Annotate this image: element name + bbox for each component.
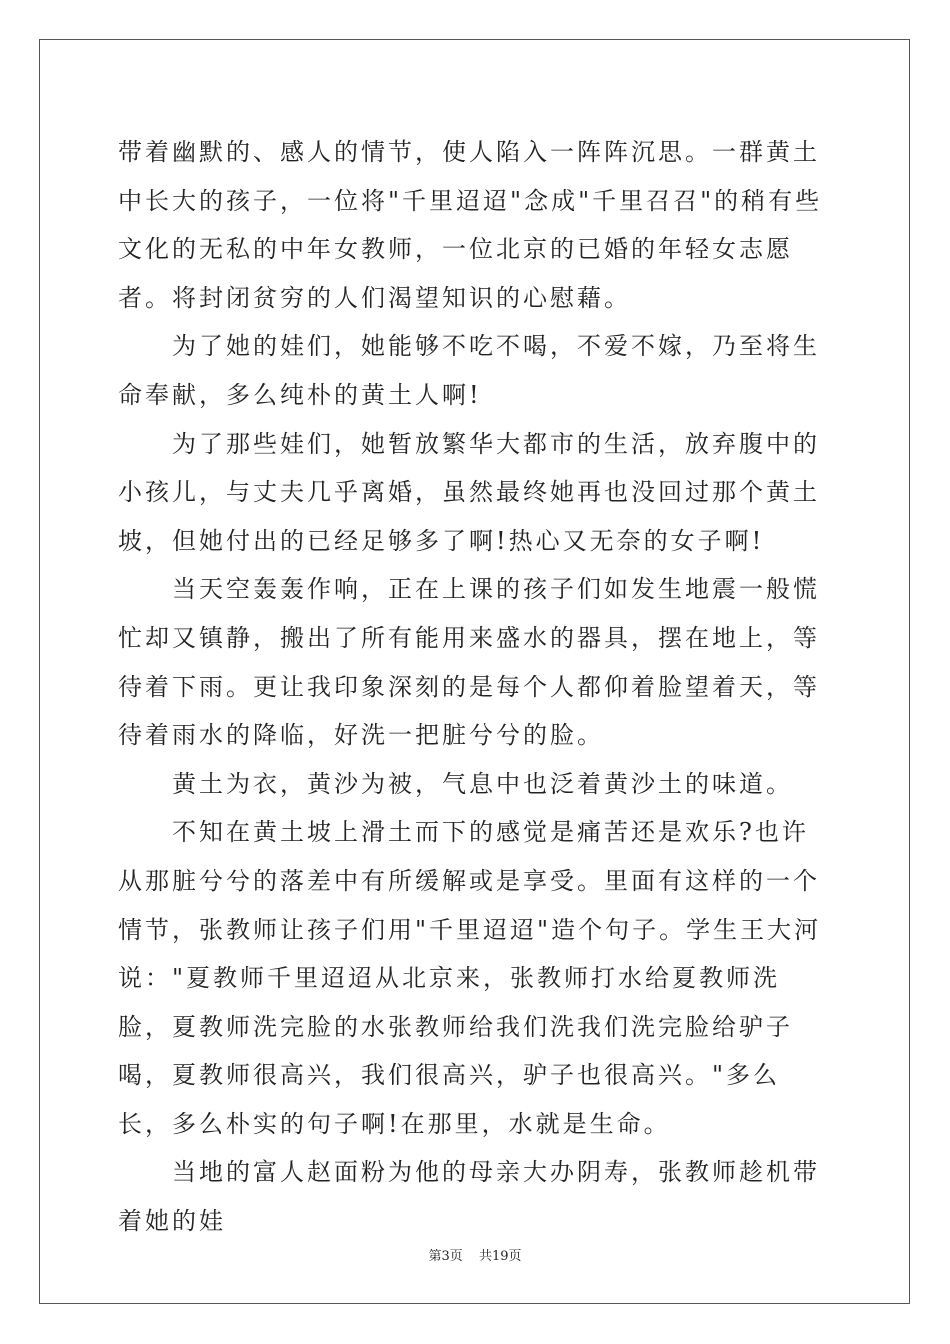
paragraph-5: 黄土为衣，黄沙为被，气息中也泛着黄沙土的味道。 xyxy=(172,769,793,798)
page-total: 共19页 xyxy=(478,1249,522,1264)
paragraph-2: 为了她的娃们，她能够不吃不喝，不爱不嫁，乃至将生命奉献，多么纯朴的黄土人啊! xyxy=(118,332,820,409)
paragraph-7: 当地的富人赵面粉为他的母亲大办阴寿，张教师趁机带着她的娃 xyxy=(118,1158,820,1236)
document-body xyxy=(118,128,834,1246)
page-number: 第3页 xyxy=(428,1249,463,1264)
paragraph-3: 为了那些娃们，她暂放繁华大都市的生活，放弃腹中的小孩儿，与丈夫几乎离婚，虽然最终她再也没回过那个黄土坡，但她付出的已经足够多了啊!热心又无奈的女子啊! xyxy=(118,429,820,555)
paragraph-6: 不知在黄土坡上滑土而下的感觉是痛苦还是欢乐?也许从那脏兮兮的落差中有所缓解或是享受。里面有这样的一个情节，张教师让孩子们用"千里迢迢"造个句子。学生王大河说："夏教师千里迢迢从北京来，张教师打水给夏教师洗脸，夏教师洗完脸的水张教师给我们洗我们洗完脸给驴子喝，夏教师很高兴，我们很高兴，驴子也很高兴。"多么长，多么朴实的句子啊!在那里，水就是生命。 xyxy=(118,818,822,1138)
paragraph-4: 当天空轰轰作响，正在上课的孩子们如发生地震一般慌忙却又镇静，搬出了所有能用来盛水的器具，摆在地上，等待着下雨。更让我印象深刻的是每个人都仰着脸望着天，等待着雨水的降临，好洗一把脏兮兮的脸。 xyxy=(118,575,820,750)
paragraph-1: 带着幽默的、感人的情节，使人陷入一阵阵沉思。一群黄土中长大的孩子，一位将"千里迢迢"念成"千里召召"的稍有些文化的无私的中年女教师，一位北京的已婚的年轻女志愿者。将封闭贫穷的人们渴望知识的心慰藉。 xyxy=(118,138,823,312)
page-footer xyxy=(0,1245,950,1264)
